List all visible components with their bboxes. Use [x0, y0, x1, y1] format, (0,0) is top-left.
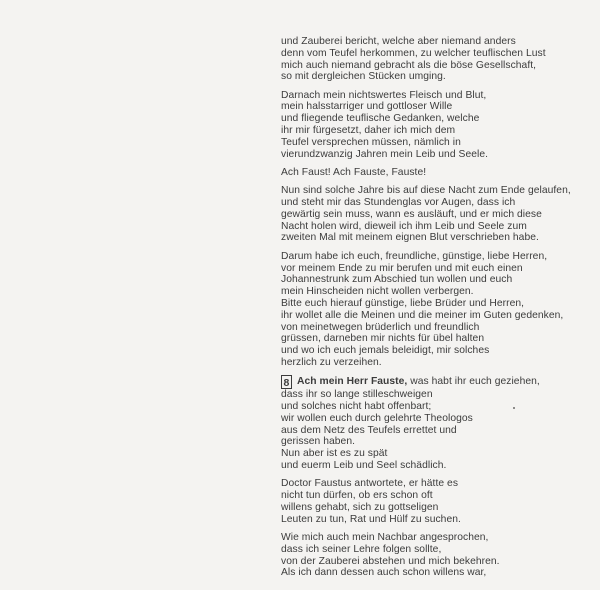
stanza-line: Darnach mein nichtswertes Fleisch und Blut, [281, 89, 487, 101]
stanza-line: Ach Faust! Ach Fauste, Fauste! [281, 166, 427, 178]
stanza-line: und steht mir das Stundenglas vor Augen, dass ich [281, 197, 516, 209]
stanza-line: und fliegende teuflische Gedanken, welche [281, 113, 480, 125]
stanza-line: und euerm Leib und Seel schädlich. [281, 460, 447, 471]
stanza-line: grüssen, darneben mir nichts für übel halten [281, 333, 485, 345]
stanza-line: denn vom Teufel herkommen, zu welcher teuflischen Lust [281, 47, 546, 59]
stanza-line: vierundzwanzig Jahren mein Leib und Seele. [281, 148, 489, 160]
stanza-line: zweiten Mal mit meinem eignen Blut verschrieben habe. [281, 232, 539, 244]
stanza-line: Teufel versprechen müssen, nämlich in [281, 136, 461, 148]
track-heading-rest: was habt ihr euch geziehen, [407, 376, 540, 388]
stanza-line: nicht tun dürfen, ob ers schon oft [281, 490, 433, 502]
stanza-line: Wie mich auch mein Nachbar angesprochen, [281, 531, 489, 543]
stanza-line: dass ich seiner Lehre folgen sollte, [281, 543, 442, 555]
stanza-1 [281, 36, 596, 83]
stanza-7 [281, 532, 596, 579]
stanza-3 [281, 167, 596, 179]
stanza-line: Doctor Faustus antwortete, er hätte es [281, 478, 459, 490]
stanza-2 [281, 90, 596, 161]
stanza-line: ihr wollet alle die Meinen und die meiner im Guten gedenken, [281, 309, 564, 321]
stanza-line: von meinetwegen brüderlich und freundlich [281, 321, 480, 333]
stanza-line: dass ihr so lange stilleschweigen [281, 389, 433, 401]
stanza-line: herzlich zu verzeihen. [281, 356, 382, 368]
stanza-line: wir wollen euch durch gelehrte Theologos [281, 412, 473, 424]
stanza-line: mich auch niemand gebracht als die böse Gesellschaft, [281, 59, 537, 71]
stanza-line: Leuten zu tun, Rat und Hülf zu suchen. [281, 513, 461, 525]
stanza-5 [281, 251, 596, 369]
stanza-line: von der Zauberei abstehen und mich bekehren. [281, 555, 500, 567]
stanza-line: gerissen haben. [281, 436, 356, 448]
stanza-line: Nacht holen wird, dieweil ich ihm Leib und Seele zum [281, 220, 527, 232]
stanza-line: gewärtig sein muss, wann es ausläuft, und er mich diese [281, 208, 542, 220]
stanza-line: und Zauberei bericht, welche aber niemand anders [281, 36, 516, 47]
stanza-line: und wo ich euch jemals beleidigt, mir solches [281, 345, 490, 357]
stanza-line: Bitte euch hierauf günstige, liebe Brüder und Herren, [281, 297, 525, 309]
track-heading: Ach mein Herr Fauste, [297, 376, 408, 388]
stanza-line: Johannestrunk zum Abschied tun wollen und euch [281, 274, 513, 286]
stanza-line: ihr mir fürgesetzt, daher ich mich dem [281, 125, 456, 137]
track-heading-line [281, 375, 596, 389]
track-8-section [281, 375, 596, 472]
stanza-line: und solches nicht habt offenbart; [281, 401, 432, 413]
track-number-box: 8 [281, 375, 292, 389]
stanza-line: Nun sind solche Jahre bis auf diese Nacht zum Ende gelaufen, [281, 185, 571, 197]
lyrics-text-column [281, 36, 596, 586]
stanza-line: aus dem Netz des Teufels errettet und [281, 424, 457, 436]
stanza-line: mein halsstarriger und gottloser Wille [281, 101, 453, 113]
stanza-4 [281, 185, 596, 244]
stanza-line: mein Hinscheiden nicht wollen verbergen. [281, 286, 474, 298]
stanza-line: willens gehabt, sich zu gottseligen [281, 501, 439, 513]
stanza-line: Nun aber ist es zu spät [281, 448, 388, 460]
print-speck [513, 407, 515, 409]
stanza-line: so mit dergleichen Stücken umging. [281, 71, 446, 83]
stanza-line: Darum habe ich euch, freundliche, günstige, liebe Herren, [281, 250, 548, 262]
stanza-line: vor meinem Ende zu mir berufen und mit euch einen [281, 262, 523, 274]
stanza-6 [281, 478, 596, 525]
stanza-line: Als ich dann dessen auch schon willens war, [281, 567, 487, 579]
